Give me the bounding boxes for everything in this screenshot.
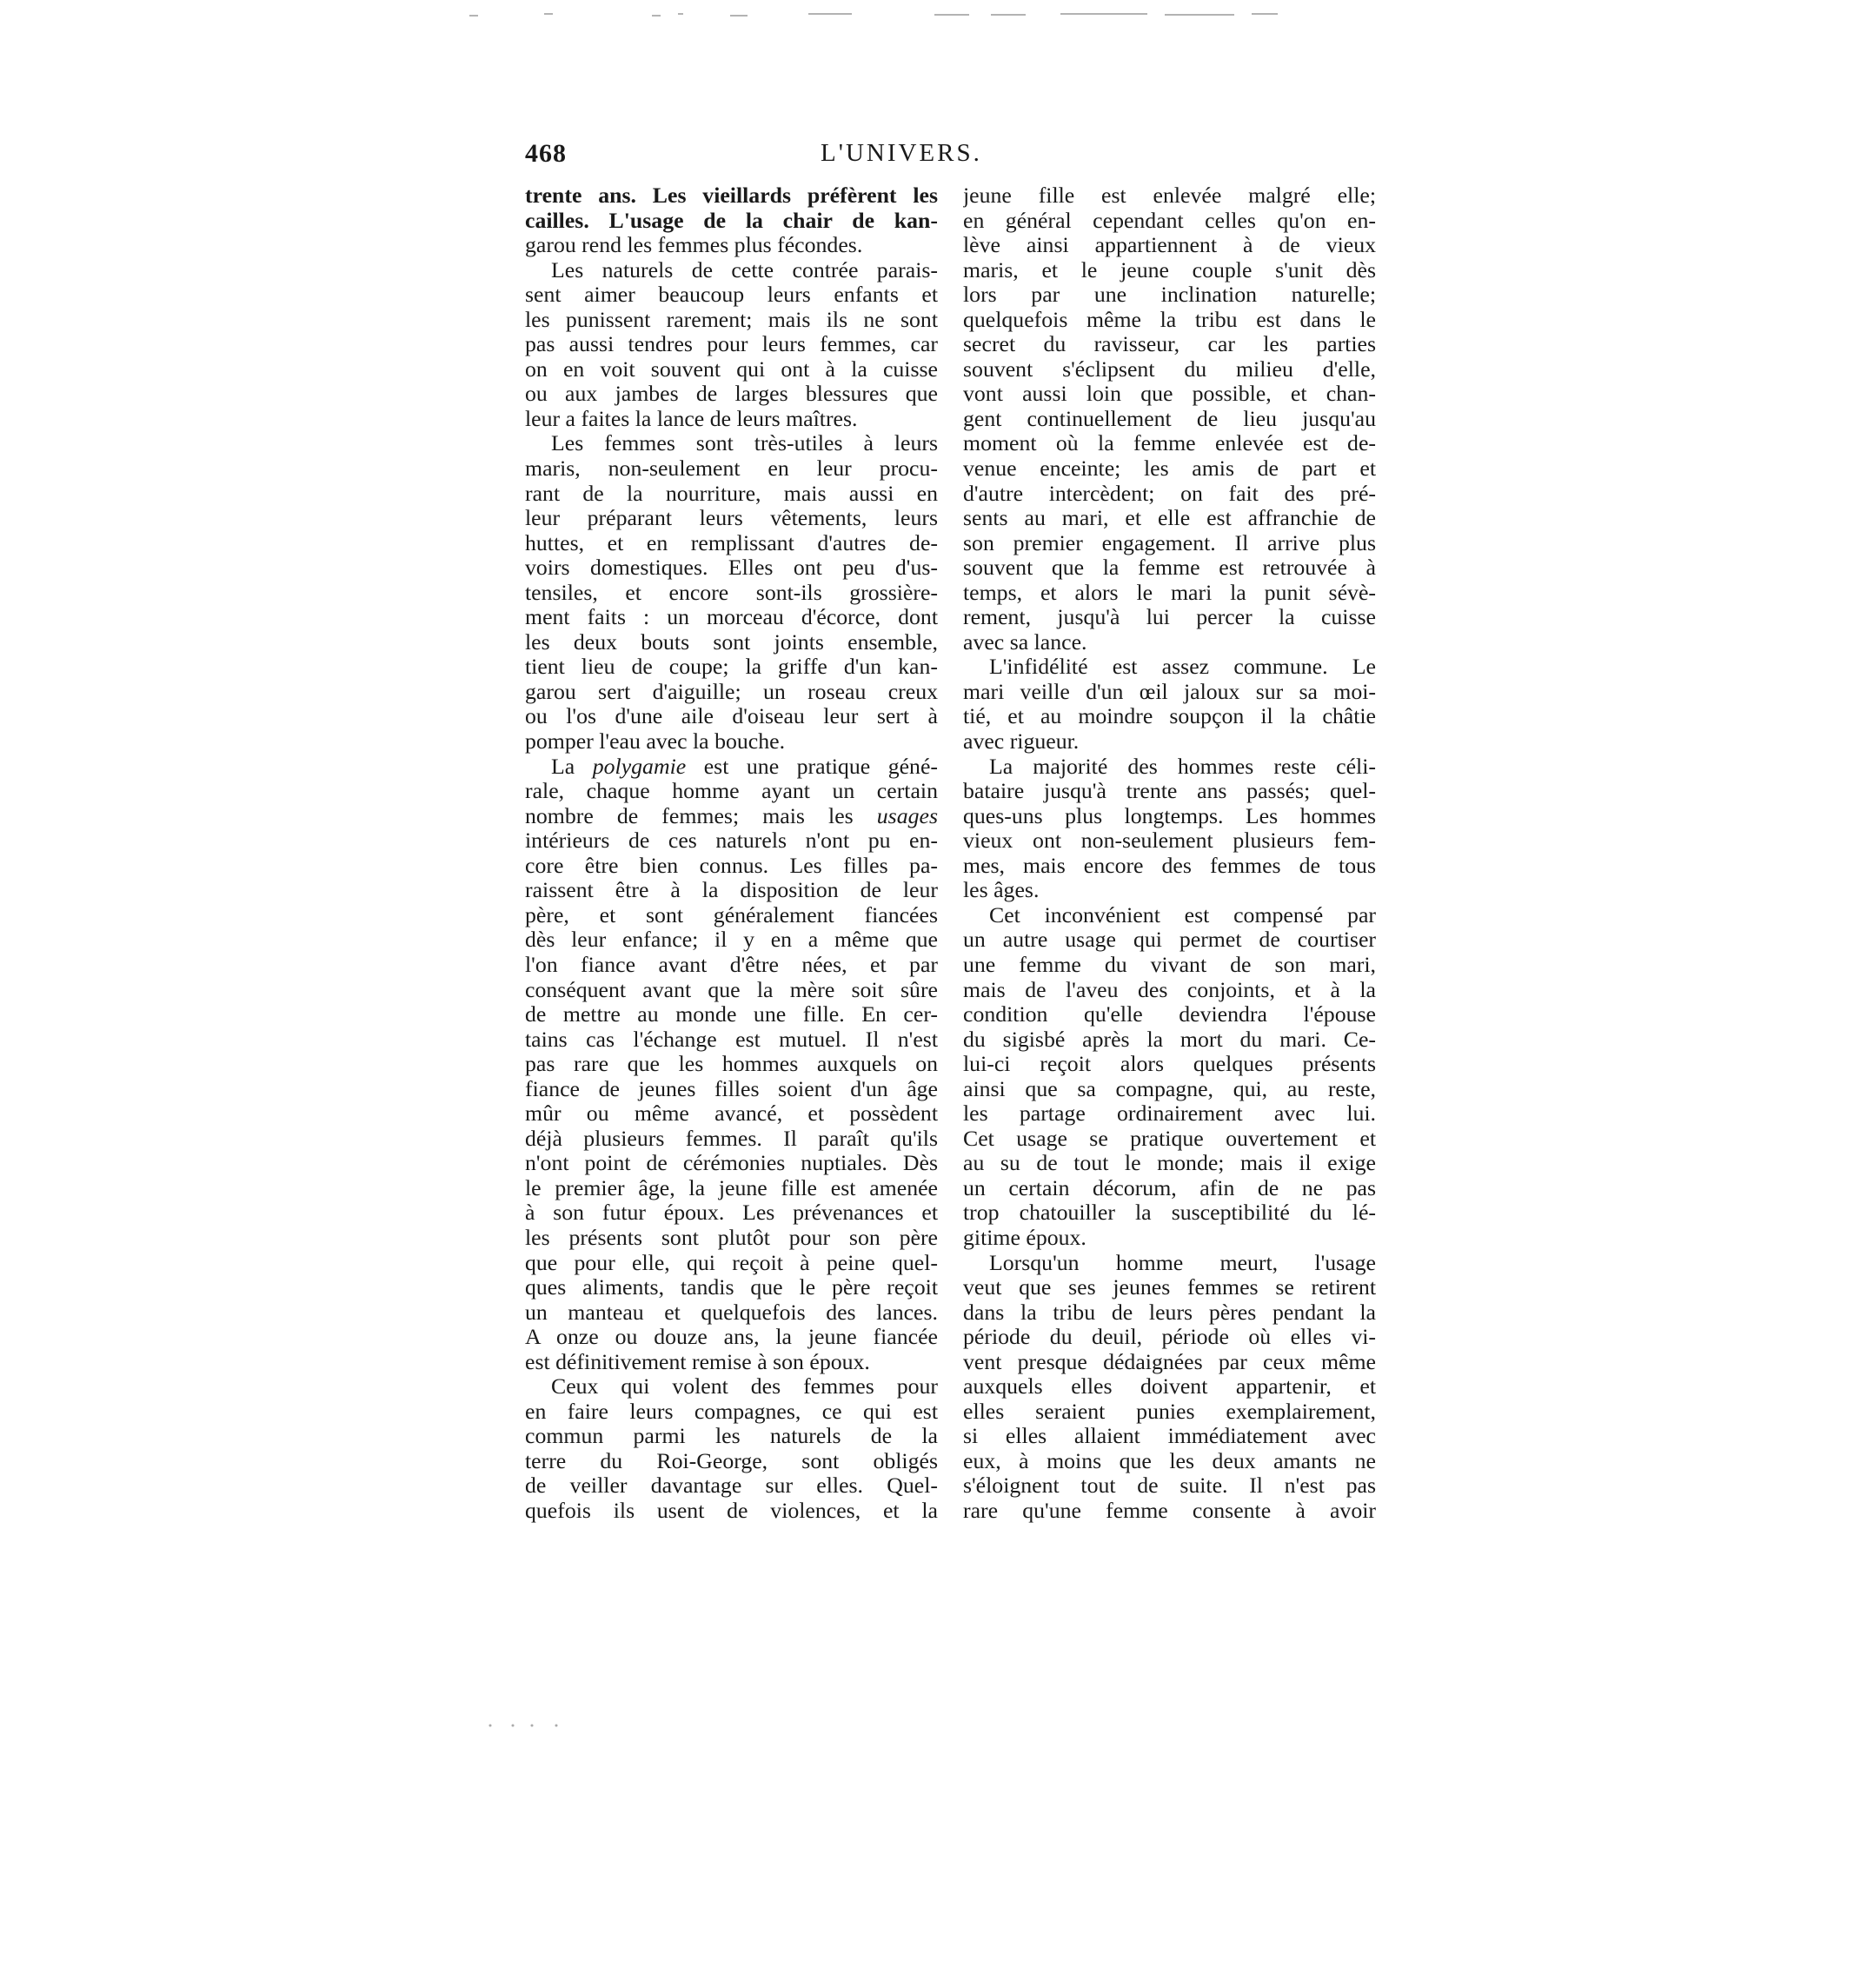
text-line: ques-uns plus longtemps. Les hommes <box>963 803 1376 828</box>
text-line: eux, à moins que les deux amants ne <box>963 1448 1376 1473</box>
right-column <box>963 183 1376 1524</box>
text-line: quefois ils usent de violences, et la <box>525 1498 938 1523</box>
text-line: ou l'os d'une aile d'oiseau leur sert à <box>525 704 938 729</box>
text-line: son premier engagement. Il arrive plus <box>963 530 1376 555</box>
text-line: une femme du vivant de son mari, <box>963 952 1376 977</box>
text-line: terre du Roi-George, sont obligés <box>525 1448 938 1473</box>
text-line: lui-ci reçoit alors quelques présents <box>963 1052 1376 1077</box>
text-line: tié, et au moindre soupçon il la châtie <box>963 704 1376 729</box>
text-line: A onze ou douze ans, la jeune fiancée <box>525 1325 938 1350</box>
text-line: un certain décorum, afin de ne pas <box>963 1175 1376 1200</box>
text-line: pomper l'eau avec la bouche. <box>525 729 786 755</box>
text-line: l'on fiance avant d'être nées, et par <box>525 952 938 977</box>
text-line: de veiller davantage sur elles. Quel- <box>525 1473 938 1499</box>
text-line: temps, et alors le mari la punit sévè- <box>963 580 1376 605</box>
text-line: sent aimer beaucoup leurs enfants et <box>525 283 938 308</box>
text-line: un autre usage qui permet de courtiser <box>963 928 1376 953</box>
text-line: Lorsqu'un homme meurt, l'usage <box>989 1250 1376 1275</box>
text-line: on en voit souvent qui ont à la cuisse <box>525 356 938 382</box>
text-line: La majorité des hommes reste céli- <box>989 754 1376 779</box>
text-line: n'ont point de cérémonies nuptiales. Dès <box>525 1151 938 1176</box>
text-line: maris, et le jeune couple s'unit dès <box>963 257 1376 283</box>
page-header <box>525 139 1029 174</box>
text-line: est définitivement remise à son époux. <box>525 1349 870 1374</box>
text-line: souvent s'éclipsent du milieu d'elle, <box>963 356 1376 382</box>
text-line: Cet inconvénient est compensé par <box>989 902 1376 928</box>
text-line: conséquent avant que la mère soit sûre <box>525 977 938 1002</box>
text-line: cailles. L'usage de la chair de kan- <box>525 208 938 233</box>
text-line: les punissent rarement; mais ils ne sont <box>525 307 938 332</box>
text-line: s'éloignent tout de suite. Il n'est pas <box>963 1473 1376 1499</box>
text-line: nombre de femmes; mais les usages <box>525 803 938 828</box>
text-line: ment faits : un morceau d'écorce, dont <box>525 605 938 630</box>
text-line: tains cas l'échange est mutuel. Il n'est <box>525 1027 938 1052</box>
text-line: vieux ont non-seulement plusieurs fem- <box>963 828 1376 854</box>
text-line: bataire jusqu'à trente ans passés; quel- <box>963 779 1376 804</box>
text-line: trente ans. Les vieillards préfèrent les <box>525 183 938 208</box>
text-line: gent continuellement de lieu jusqu'au <box>963 406 1376 431</box>
text-line: sents au mari, et elle est affranchie de <box>963 506 1376 531</box>
text-line: au su de tout le monde; mais il exige <box>963 1151 1376 1176</box>
text-line: garou sert d'aiguille; un roseau creux <box>525 679 938 704</box>
text-line: vent presque dédaignées par ceux même <box>963 1349 1376 1374</box>
text-line: Les femmes sont très-utiles à leurs <box>551 431 938 456</box>
text-line: mais de l'aveu des conjoints, et à la <box>963 977 1376 1002</box>
text-line: L'infidélité est assez commune. Le <box>989 655 1376 680</box>
text-line: tensiles, et encore sont-ils grossière- <box>525 580 938 605</box>
text-line: core être bien connus. Les filles pa- <box>525 853 938 878</box>
text-line: ainsi que sa compagne, qui, au reste, <box>963 1076 1376 1101</box>
text-line: un manteau et quelquefois des lances. <box>525 1300 938 1325</box>
text-line: pas rare que les hommes auxquels on <box>525 1052 938 1077</box>
text-line: maris, non-seulement en leur procu- <box>525 456 938 482</box>
text-line: les âges. <box>963 878 1040 903</box>
text-line: mûr ou même avancé, et possèdent <box>525 1101 938 1127</box>
text-line: veut que ses jeunes femmes se retirent <box>963 1275 1376 1300</box>
text-line: jeune fille est enlevée malgré elle; <box>963 183 1376 208</box>
text-line: voirs domestiques. Elles ont peu d'us- <box>525 555 938 581</box>
text-line: quelquefois même la tribu est dans le <box>963 307 1376 332</box>
text-line: fiance de jeunes filles soient d'un âge <box>525 1076 938 1101</box>
text-line: si elles allaient immédiatement avec <box>963 1424 1376 1449</box>
page-number: 468 <box>525 139 567 168</box>
text-line: père, et sont généralement fiancées <box>525 902 938 928</box>
text-line: venue enceinte; les amis de part et <box>963 456 1376 482</box>
scan-artifact-bottom <box>487 1721 574 1730</box>
text-line: mari veille d'un œil jaloux sur sa moi- <box>963 679 1376 704</box>
text-line: les partage ordinairement avec lui. <box>963 1101 1376 1127</box>
text-line: en général cependant celles qu'on en- <box>963 208 1376 233</box>
text-line: déjà plusieurs femmes. Il paraît qu'ils <box>525 1126 938 1151</box>
text-line: avec sa lance. <box>963 629 1087 655</box>
text-line: rement, jusqu'à lui percer la cuisse <box>963 605 1376 630</box>
text-line: vont aussi loin que possible, et chan- <box>963 382 1376 407</box>
text-line: rare qu'une femme consente à avoir <box>963 1498 1376 1523</box>
text-line: leur a faites la lance de leurs maîtres. <box>525 406 858 431</box>
text-line: que pour elle, qui reçoit à peine quel- <box>525 1250 938 1275</box>
scan-artifact-top <box>469 7 1286 21</box>
text-line: ques aliments, tandis que le père reçoit <box>525 1275 938 1300</box>
text-line: les présents sont plutôt pour son père <box>525 1225 938 1250</box>
text-line: lève ainsi appartiennent à de vieux <box>963 233 1376 258</box>
text-line: dans la tribu de leurs pères pendant la <box>963 1300 1376 1325</box>
text-line: à son futur époux. Les prévenances et <box>525 1200 938 1226</box>
text-line: tient lieu de coupe; la griffe d'un kan- <box>525 655 938 680</box>
text-line: rale, chaque homme ayant un certain <box>525 779 938 804</box>
left-column <box>525 183 938 1524</box>
text-line: les deux bouts sont joints ensemble, <box>525 629 938 655</box>
text-line: intérieurs de ces naturels n'ont pu en- <box>525 828 938 854</box>
running-head: L'UNIVERS. <box>821 139 982 167</box>
text-line: moment où la femme enlevée est de- <box>963 431 1376 456</box>
text-line: commun parmi les naturels de la <box>525 1424 938 1449</box>
text-line: souvent que la femme est retrouvée à <box>963 555 1376 581</box>
text-line: rant de la nourriture, mais aussi en <box>525 481 938 506</box>
text-line: de mettre au monde une fille. En cer- <box>525 1002 938 1027</box>
text-line: La polygamie est une pratique géné- <box>551 754 938 779</box>
text-line: d'autre intercèdent; on fait des pré- <box>963 481 1376 506</box>
text-line: secret du ravisseur, car les parties <box>963 332 1376 357</box>
text-line: Cet usage se pratique ouvertement et <box>963 1126 1376 1151</box>
text-line: huttes, et en remplissant d'autres de- <box>525 530 938 555</box>
text-line: mes, mais encore des femmes de tous <box>963 853 1376 878</box>
text-line: condition qu'elle deviendra l'épouse <box>963 1002 1376 1027</box>
text-line: trop chatouiller la susceptibilité du lé- <box>963 1200 1376 1226</box>
text-line: raissent être à la disposition de leur <box>525 878 938 903</box>
text-line: elles seraient punies exemplairement, <box>963 1399 1376 1424</box>
text-line: leur préparant leurs vêtements, leurs <box>525 506 938 531</box>
text-line: période du deuil, période où elles vi- <box>963 1325 1376 1350</box>
text-line: Les naturels de cette contrée parais- <box>551 257 938 283</box>
text-line: garou rend les femmes plus fécondes. <box>525 233 863 258</box>
text-line: avec rigueur. <box>963 729 1080 755</box>
text-line: en faire leurs compagnes, ce qui est <box>525 1399 938 1424</box>
text-line: gitime époux. <box>963 1225 1086 1250</box>
text-line: lors par une inclination naturelle; <box>963 283 1376 308</box>
text-line: Ceux qui volent des femmes pour <box>551 1374 938 1400</box>
text-line: pas aussi tendres pour leurs femmes, car <box>525 332 938 357</box>
text-line: le premier âge, la jeune fille est amenée <box>525 1175 938 1200</box>
text-line: du sigisbé après la mort du mari. Ce- <box>963 1027 1376 1052</box>
text-line: dès leur enfance; il y en a même que <box>525 928 938 953</box>
text-line: auxquels elles doivent appartenir, et <box>963 1374 1376 1400</box>
text-line: ou aux jambes de larges blessures que <box>525 382 938 407</box>
